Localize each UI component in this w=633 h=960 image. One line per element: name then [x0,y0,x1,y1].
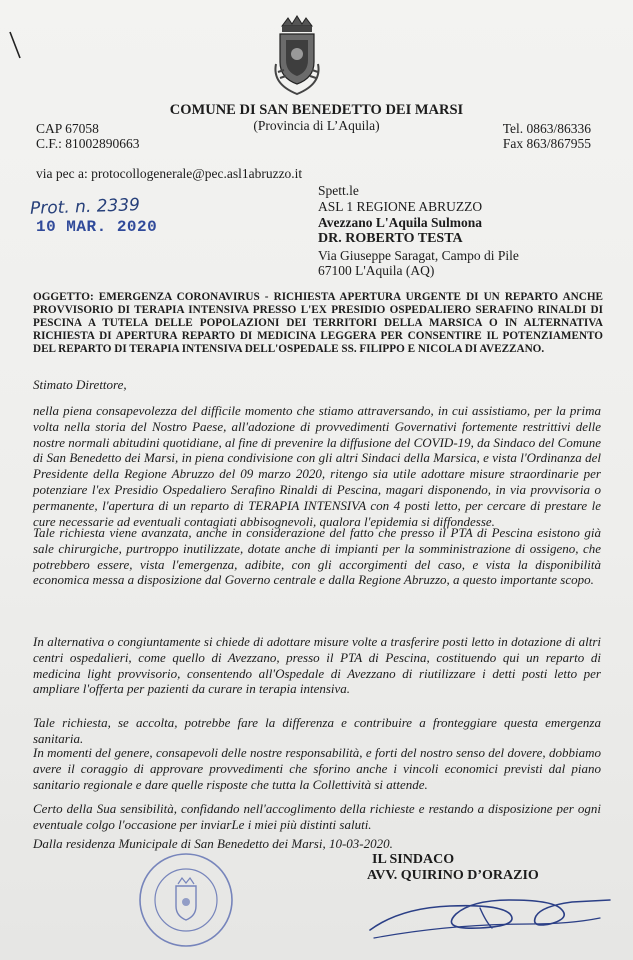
signatory-title: IL SINDACO [372,852,455,867]
pen-mark [8,30,22,60]
recipient-cities: Avezzano L'Aquila Sulmona [318,215,483,230]
closing-date-line: Dalla residenza Municipale di San Benedetto dei Marsi, 10-03-2020. [33,836,393,851]
body-paragraph: In momenti del genere, consapevoli delle nostre responsabilità, e forti del nostro senso del dovere, dobbiamo avere il coraggio di approvare provvedimenti che sforino anche i vincoli economici previsti dal piano sanitario regionale e dare quelle risposte che tutta la Collettività si attende. [33,745,601,792]
protocol-number-handwritten: Prot. n. 2339 [29,195,141,219]
signatory-name: AVV. QUIRINO D’ORAZIO [367,868,539,883]
postal-code: CAP 67058 [36,121,99,136]
pec-address: via pec a: protocollogenerale@pec.asl1abruzzo.it [36,166,303,181]
subject-line: OGGETTO: EMERGENZA CORONAVIRUS - RICHIESTA APERTURA URGENTE DI UN REPARTO ANCHE PROVVISORIO DI TERAPIA INTENSIVA PRESSO L'EX PRESIDIO OSPEDALIERO SERAFINO RINALDI DI PESCINA A TUTELA DELLE POPOLAZIONI DEI TERRITORI DELLA MARSICA O IN ALTERNATIVA RICHIESTA DI APERTURA REPARTO DI MEDICINA LEGGERA PER CONSENTIRE IL POTENZIAMENTO DEL REPARTO DI TERAPIA INTENSIVA DELL'OSPEDALE SS. FILIPPO E NICOLA DI AVEZZANO. [33,291,603,356]
body-paragraph: nella piena consapevolezza del difficile momento che stiamo attraversando, in cui assistiamo, per la prima volta nella storia del Nostro Paese, all'adozione di provvedimenti Governativi fortemente restrittivi delle nostre normali abitudini quotidiane, al fine di prevenire la diffusione del COVID-19, da Sindaco del Comune di San Benedetto dei Marsi, in piena condivisione con gli altri Sindaci della Marsica, e vista l'Ordinanza del Presidente della Regione Abruzzo del 09 marzo 2020, ritengo sia utile adottare misure straordinarie per potenziare l'ex Presidio Ospedaliero Serafino Rinaldi di Pescina, magari disponendo, in via provvisoria o permanente, l'apertura di un reparto di TERAPIA INTENSIVA con 4 posti letto, per cercare di prestare le cure necessarie ad eventuali contagiati abbisognevoli, qualora l'epidemia si diffondesse. [33,403,601,529]
municipality-name: COMUNE DI SAN BENEDETTO DEI MARSI [169,102,464,118]
recipient-salutation: Spett.le [318,183,359,198]
recipient-organization: ASL 1 REGIONE ABRUZZO [318,199,483,214]
body-paragraph: In alternativa o congiuntamente si chiede di adottare misure volte a trasferire posti letto in dotazione di altri centri ospedalieri, come quello di Avezzano, presso il PTA di Pescina, costituendo qui un reparto di medicina light provvisorio, consentendo all'Ospedale di Avezzano di riutilizzare i detti posti letto per ampliare l'offerta per pazienti da curare in terapia intensiva. [33,634,601,697]
protocol-date-stamp: 10 MAR. 2020 [36,218,158,236]
province-label: (Provincia di L’Aquila) [253,118,380,133]
body-paragraph: Certo della Sua sensibilità, confidando nell'accoglimento della richieste e restando a disposizione per ogni eventuale colgo l'occasione per inviarLe i miei più distinti saluti. [33,801,601,832]
body-paragraph: Tale richiesta, se accolta, potrebbe fare la differenza e contribuire a fronteggiare questa emergenza sanitaria. [33,715,601,746]
fax-number: Fax 863/867955 [502,136,591,151]
recipient-postal: 67100 L'Aquila (AQ) [318,263,435,278]
handwritten-signature [360,878,620,948]
telephone: Tel. 0863/86336 [502,121,591,136]
official-stamp-icon [136,850,236,950]
salutation: Stimato Direttore, [33,377,127,392]
body-paragraph: Tale richiesta viene avanzata, anche in considerazione del fatto che presso il PTA di Pescina esistono già sale chirurgiche, purtroppo inutilizzate, dotate anche di impianti per la somministrazione di ossigeno, che potrebbero essere, vista l'emergenza, adibite, con gli accorgimenti del caso, e vista la disponibilità economica messa a disposizione dal Governo centrale e dalla Regione Abruzzo, a questo importante scopo. [33,525,601,588]
recipient-street: Via Giuseppe Saragat, Campo di Pile [318,248,519,263]
municipal-crest-icon [268,14,326,98]
fiscal-code: C.F.: 81002890663 [36,136,140,151]
recipient-name: DR. ROBERTO TESTA [318,231,463,246]
